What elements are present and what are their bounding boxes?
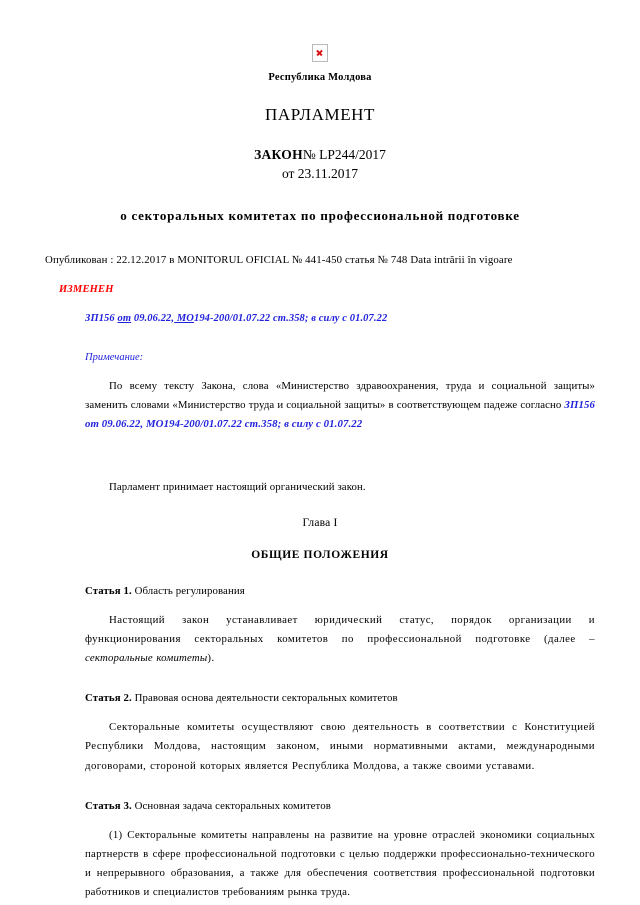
article-1-title: Область регулирования <box>131 584 245 597</box>
article-1-defined-term: секторальные комитеты <box>85 651 208 664</box>
law-number: № LP244/2017 <box>302 147 386 162</box>
masthead <box>45 0 595 182</box>
law-word: ЗАКОН <box>254 147 303 162</box>
republic-name: Республика Молдова <box>268 72 372 83</box>
article-2-title: Правовая основа деятельности секторальных комитетов <box>131 692 398 705</box>
chapter-title: ОБЩИЕ ПОЛОЖЕНИЯ <box>251 548 389 561</box>
status-badge: ИЗМЕНЕН <box>59 284 114 295</box>
publication-line: Опубликован : 22.12.2017 в MONITORUL OFICIAL № 441-450 статья № 748 Data intrării în vigoare <box>45 254 513 266</box>
chapter-number: Глава I <box>302 516 338 529</box>
article-3-heading <box>85 800 595 812</box>
parliament-heading: ПАРЛАМЕНТ <box>264 105 376 124</box>
article-3-text: (1) Секторальные комитеты направлены на развитие на уровне отраслей экономики социальных партнерств в сфере профессиональной подготовки с целью поддержки профессионально-технического и непрерывного образования, а также для обеспечения соответствия профессиональной подготовки работников и специалистов требованиям рынка труда. <box>85 828 595 899</box>
note-reference-link[interactable]: ЗП156 от 09.06.22, МО194-200/01.07.22 ст.358; в силу с 01.07.22 <box>85 398 595 430</box>
article-2-heading <box>85 692 595 704</box>
amendment-ref-suffix: 194-200/01.07.22 ст.358; в силу с 01.07.22 <box>193 313 388 324</box>
amendment-reference-link[interactable] <box>85 313 595 324</box>
amendment-ref-mid: 09.06.22, <box>131 313 175 324</box>
note-text: По всему тексту Закона, слова «Министерство здравоохранения, труда и социальной защиты» заменить словами «Министерство труда и социальной защиты» в соответствующем падеже согласно <box>85 380 595 411</box>
intro-paragraph: Парламент принимает настоящий органический закон. <box>109 480 366 493</box>
article-1-text-part2: ). <box>207 651 215 664</box>
amendment-ref-prefix: ЗП156 <box>85 313 118 324</box>
article-3-number: Статья 3. <box>85 799 132 812</box>
broken-image-icon <box>312 44 328 62</box>
note-body <box>85 377 595 434</box>
article-2-text: Секторальные комитеты осуществляют свою деятельность в соответствии с Конституцией Республики Молдова, настоящим законом, иными нормативными актами, международными договорами, стороной которых является Республика Молдова, а также своими уставами. <box>85 721 595 772</box>
page-title: о секторальных комитетах по профессиональной подготовке <box>120 208 520 223</box>
article-1-text-part1: Настоящий закон устанавливает юридический статус, порядок организации и функционирования секторальных комитетов по профессиональной подготовке (далее – <box>85 613 595 645</box>
article-1-heading <box>85 585 595 597</box>
amendment-ref-underline-2: МО <box>174 313 194 324</box>
law-number-line <box>45 147 595 163</box>
article-1-number: Статья 1. <box>85 584 132 597</box>
amendment-ref-underline-1: от <box>117 313 132 324</box>
article-1-text <box>85 611 595 669</box>
article-3-title: Основная задача секторальных комитетов <box>131 799 331 812</box>
law-date: от 23.11.2017 <box>281 166 359 181</box>
article-2-number: Статья 2. <box>85 692 132 705</box>
note-label: Примечание: <box>85 352 144 363</box>
